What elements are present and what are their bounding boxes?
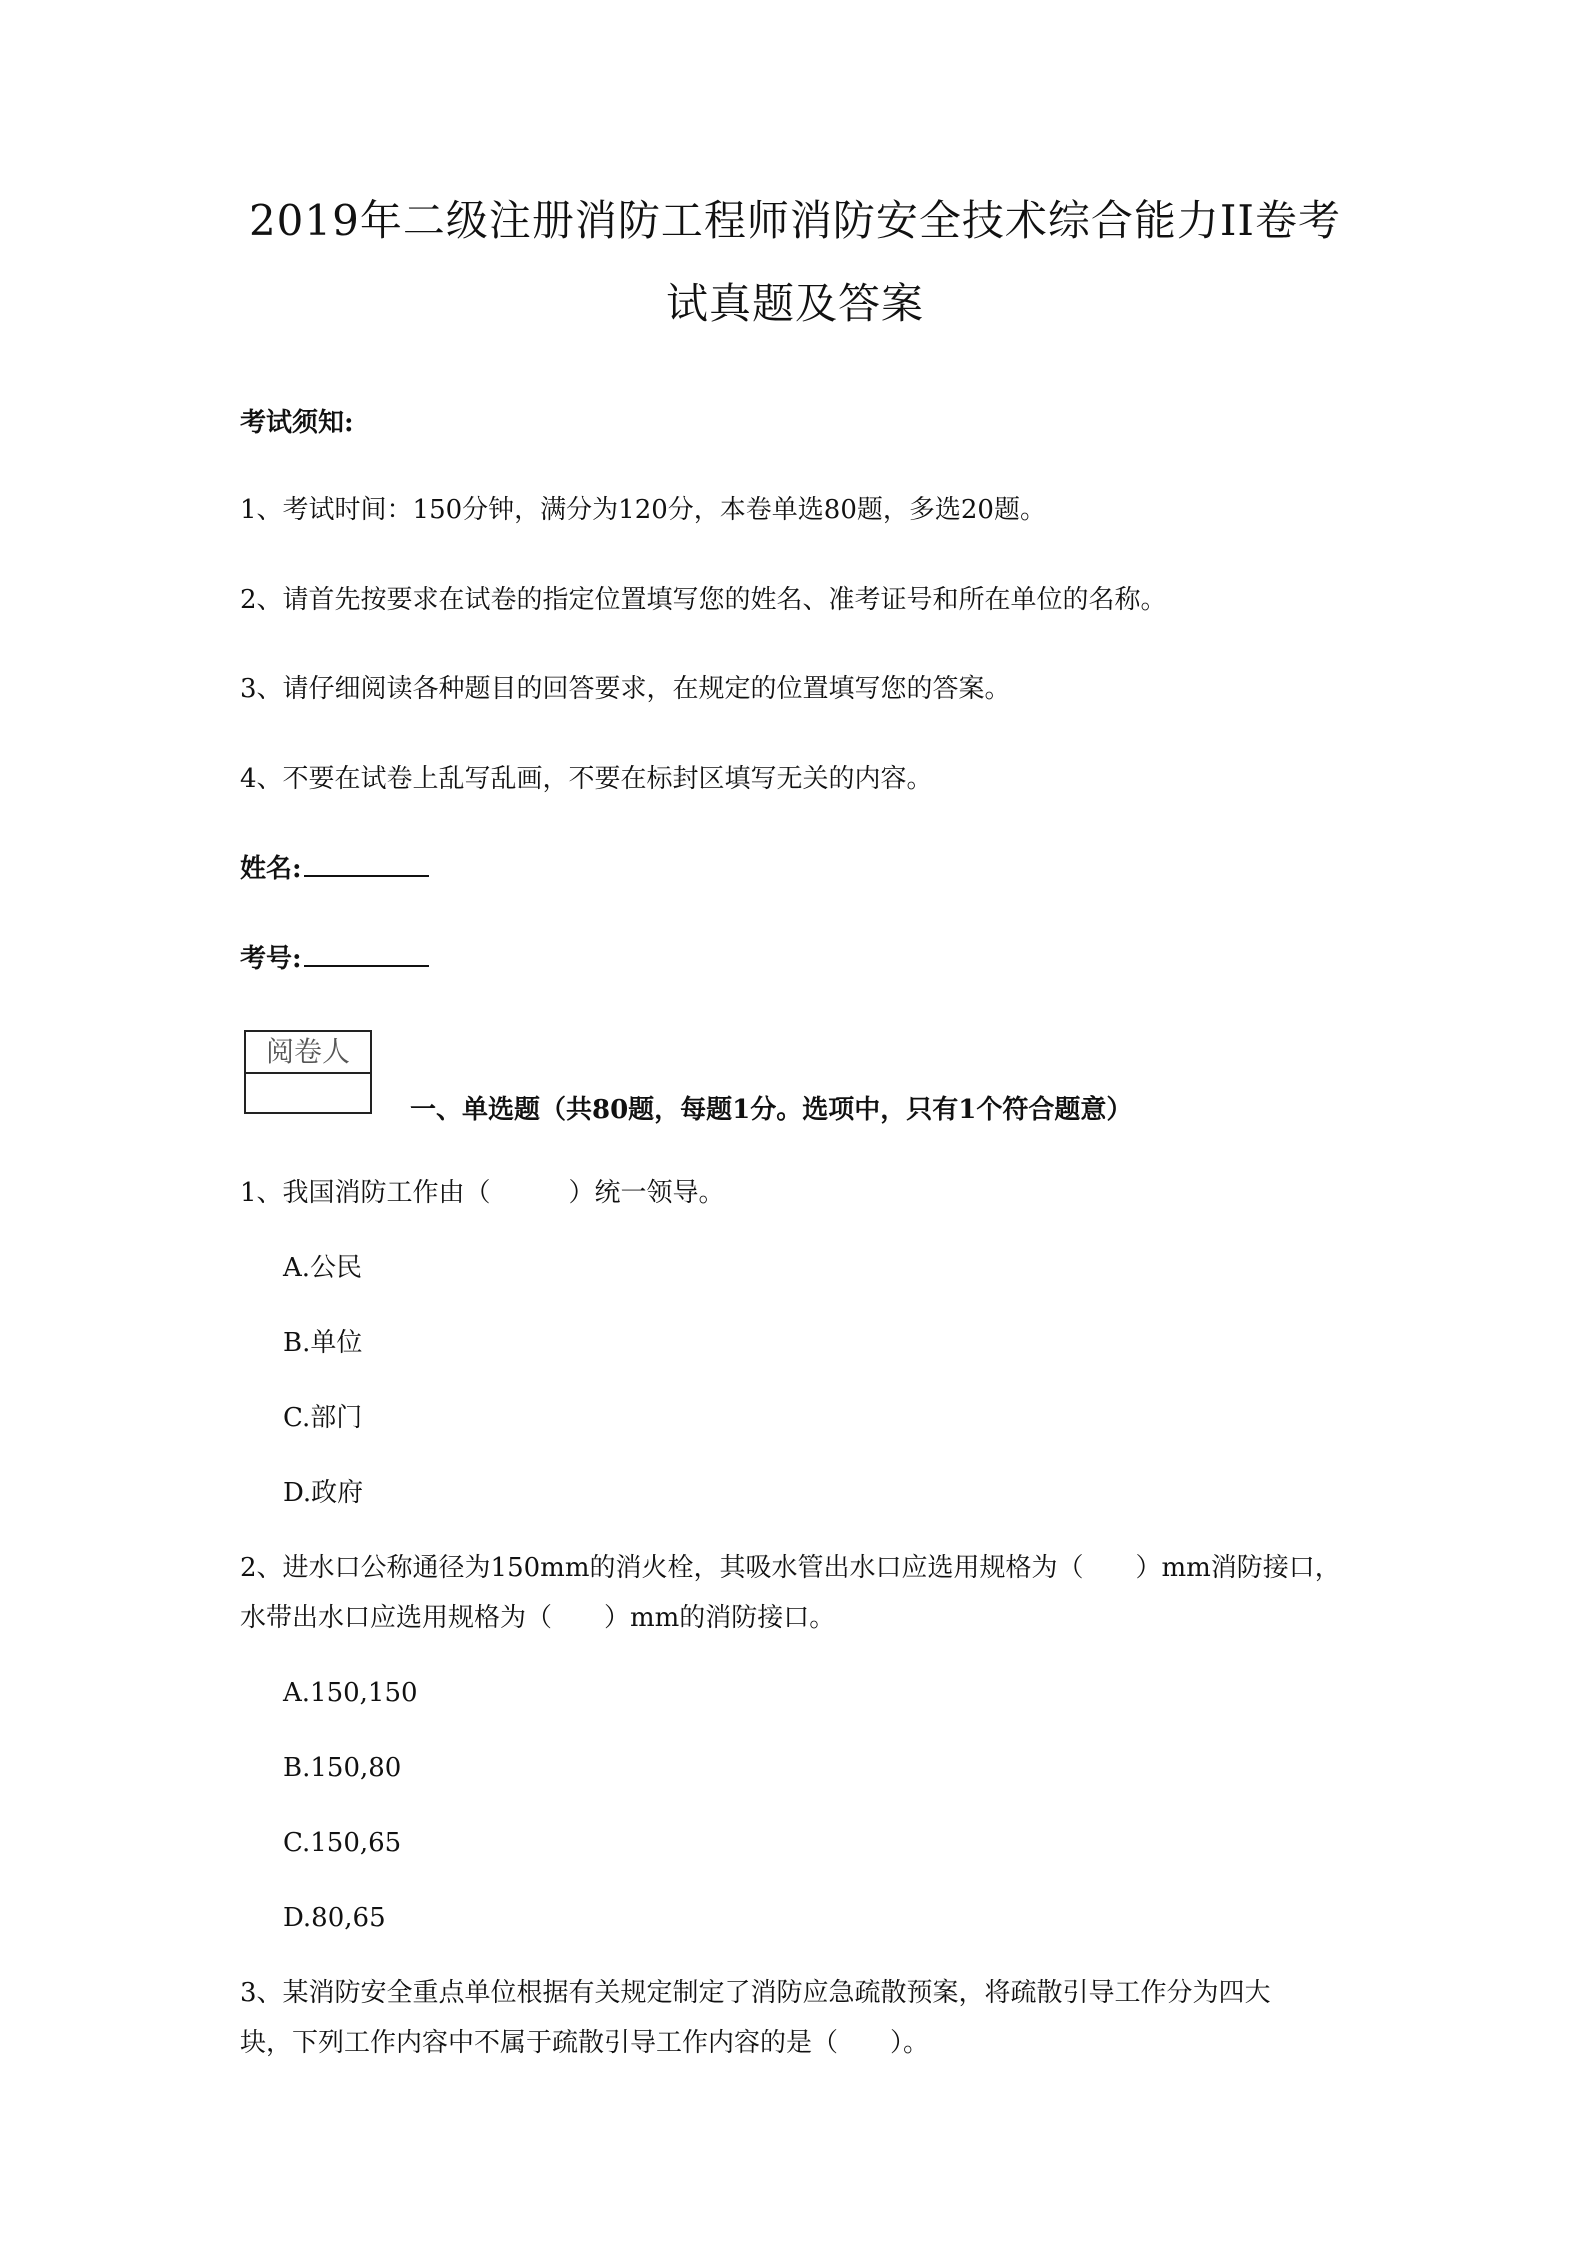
question-2-option-a: A.150,150 xyxy=(283,1678,418,1708)
name-blank[interactable] xyxy=(304,855,429,877)
question-2-stem-line-1: 2、进水口公称通径为150mm的消火栓，其吸水管出水口应选用规格为（ ）mm消防接口， xyxy=(240,1553,1341,1583)
question-3-stem-line-1: 3、某消防安全重点单位根据有关规定制定了消防应急疏散预案，将疏散引导工作分为四大 xyxy=(240,1978,1271,2008)
notice-item-3: 3、请仔细阅读各种题目的回答要求，在规定的位置填写您的答案。 xyxy=(240,674,1011,704)
question-1-option-b: B.单位 xyxy=(283,1328,363,1358)
exam-number-blank[interactable] xyxy=(304,945,429,967)
question-2-option-d: D.80,65 xyxy=(283,1903,386,1933)
question-1-option-a: A.公民 xyxy=(283,1253,363,1283)
name-field[interactable] xyxy=(240,855,429,882)
notice-item-4: 4、不要在试卷上乱写乱画，不要在标封区填写无关的内容。 xyxy=(240,764,933,794)
question-2-stem-line-2: 水带出水口应选用规格为（ ）mm的消防接口。 xyxy=(240,1603,836,1633)
question-2-option-b: B.150,80 xyxy=(283,1753,402,1783)
notice-item-2: 2、请首先按要求在试卷的指定位置填写您的姓名、准考证号和所在单位的名称。 xyxy=(240,585,1167,615)
question-2-option-c: C.150,65 xyxy=(283,1828,402,1858)
question-1-option-d: D.政府 xyxy=(283,1478,364,1508)
grader-label: 阅卷人 xyxy=(246,1032,370,1074)
grader-box xyxy=(244,1030,372,1114)
notice-heading: 考试须知: xyxy=(240,408,354,438)
question-3-stem-line-2: 块，下列工作内容中不属于疏散引导工作内容的是（ ）。 xyxy=(240,2028,930,2058)
exam-number-field[interactable] xyxy=(240,945,429,972)
question-1-stem: 1、我国消防工作由（ ）统一领导。 xyxy=(240,1178,725,1208)
section-title: 一、单选题（共80题，每题1分。选项中，只有1个符合题意） xyxy=(410,1095,1133,1125)
exam-number-label: 考号: xyxy=(240,944,302,974)
name-label: 姓名: xyxy=(240,854,302,884)
page-title-line-2: 试真题及答案 xyxy=(665,279,924,328)
question-1-option-c: C.部门 xyxy=(283,1403,363,1433)
page-title-line-1: 2019年二级注册消防工程师消防安全技术综合能力II卷考 xyxy=(248,196,1342,245)
notice-item-1: 1、考试时间：150分钟，满分为120分，本卷单选80题，多选20题。 xyxy=(240,495,1046,525)
